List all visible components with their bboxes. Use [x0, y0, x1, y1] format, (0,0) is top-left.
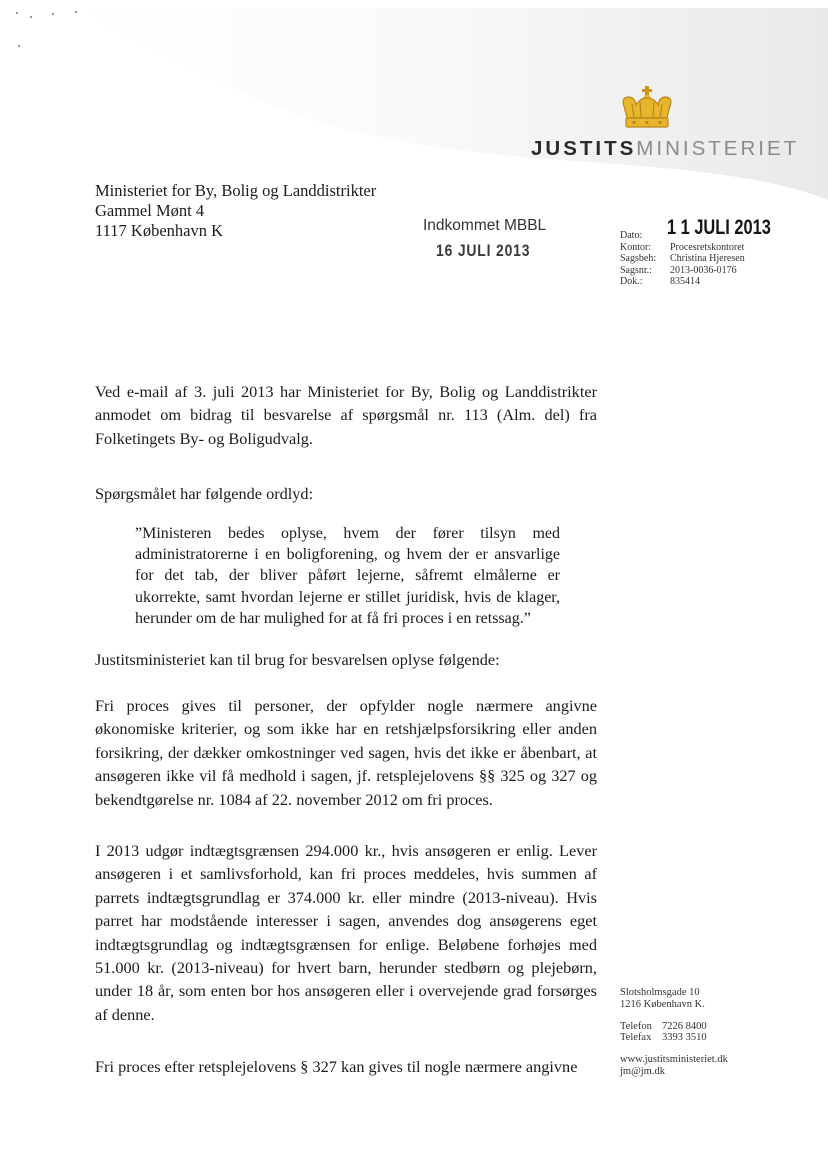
meta-row-caseworker: [620, 253, 745, 265]
case-metadata: [620, 230, 745, 288]
meta-row-case-number: [620, 265, 745, 277]
question-quote: ”Ministeren bedes oplyse, hvem der fører tilsyn med administratorerne i en boligforening, og hvem der er ansvarlige for det tab, der bliver påført lejerne, såfremt elmålerne er ukorrekte, samt hvordan lejerne er stillet juridisk, hvis de klager, herunder om de har mulighed for at få fri proces i en retssag.”: [135, 525, 560, 627]
recipient-address: [95, 181, 376, 241]
crown-icon: [618, 86, 676, 132]
phone-number: 7226 8400: [662, 1020, 707, 1032]
address-line: Slotsholmsgade 10: [620, 987, 700, 998]
meta-value: 835414: [670, 276, 700, 287]
paragraph-free-proceedings: Fri proces gives til personer, der opfylder nogle nærmere angivne økonomiske kriterier, og som ikke har en retshjælpsforsikring eller anden forsikring, der dækker omkostninger ved sagen, hvis det ikke er åbenbart, at ansøgeren ikke vil få medhold i sagen, jf. retsplejelovens §§ 325 og 327 og bekendtgørelse nr. 1084 af 22. november 2012 om fri proces.: [95, 696, 597, 809]
paragraph-question-intro: Spørgsmålet har følgende ordlyd:: [95, 484, 314, 503]
email-link[interactable]: jm@jm.dk: [620, 1065, 665, 1077]
meta-row-office: [620, 242, 745, 254]
meta-date-label: Dato:: [620, 230, 643, 241]
received-stamp-date: 16 JULI 2013: [436, 241, 531, 260]
fax-row: [620, 1032, 728, 1044]
meta-row-date: [620, 230, 745, 242]
scan-speck: [75, 11, 77, 13]
letter-date-stamp: 1 1 JULI 2013: [667, 216, 771, 239]
ministry-phones: [620, 1021, 728, 1045]
brand-light: MINISTERIET: [636, 137, 800, 160]
meta-label: Sagsbeh:: [620, 253, 657, 264]
scan-speck: [18, 45, 20, 47]
fax-label: Telefax: [620, 1032, 652, 1044]
paragraph-intro: Ved e-mail af 3. juli 2013 har Ministeriet for By, Bolig og Landdistrikter anmodet om bidrag til besvarelse af spørgsmål nr. 113 (Alm. del) fra Folketingets By- og Boligudvalg.: [95, 382, 597, 448]
recipient-street: Gammel Mønt 4: [95, 201, 205, 220]
ministry-online: [620, 1054, 728, 1078]
received-stamp-label: Indkommet MBBL: [423, 217, 547, 234]
meta-value: Procesretskontoret: [670, 241, 745, 253]
phone-label: Telefon: [620, 1020, 652, 1032]
brand-bold: JUSTITS: [531, 137, 637, 160]
meta-value: 2013-0036-0176: [670, 264, 737, 276]
ministry-contact: [620, 987, 728, 1078]
website-link[interactable]: www.justitsministeriet.dk: [620, 1054, 728, 1066]
paragraph-answer-intro: Justitsministeriet kan til brug for besvarelsen oplyse følgende:: [95, 650, 500, 669]
meta-row-document: [620, 276, 745, 288]
meta-label: Kontor:: [620, 241, 652, 253]
recipient-city: 1117 København K: [95, 221, 224, 240]
scan-speck: [52, 13, 54, 15]
meta-label: Sagsnr.:: [620, 264, 652, 276]
phone-row: [620, 1021, 728, 1033]
meta-value: Christina Hjeresen: [670, 253, 745, 264]
scan-speck: [16, 12, 18, 14]
recipient-name: Ministeriet for By, Bolig og Landdistrikter: [95, 181, 377, 200]
paragraph-income-limits: I 2013 udgør indtægtsgrænsen 294.000 kr., hvis ansøgeren er enlig. Lever ansøgeren i et samlivsforhold, kan fri proces meddeles, hvis summen af parrets indtægtsgrundlag er 374.000 kr. eller mindre (2013-niveau). Hvis parret har modstående interesser i sagen, anvendes dog ansøgerens eget indtægtsgrundlag og indtægtsgrænsen for enlige. Beløbene forhøjes med 51.000 kr. (2013-niveau) for hvert barn, herunder stedbørn og plejebørn, under 18 år, som enten bor hos ansøgeren eller i overvejende grad forsørges af denne.: [95, 841, 597, 1024]
fax-number: 3393 3510: [662, 1032, 707, 1044]
address-line: 1216 København K.: [620, 998, 705, 1010]
scan-speck: [30, 16, 32, 18]
ministry-address: [620, 987, 728, 1011]
meta-label: Dok.:: [620, 276, 643, 287]
paragraph-section-327: Fri proces efter retsplejelovens § 327 kan gives til nogle nærmere angivne: [95, 1057, 578, 1076]
brand-wordmark: [531, 137, 799, 161]
